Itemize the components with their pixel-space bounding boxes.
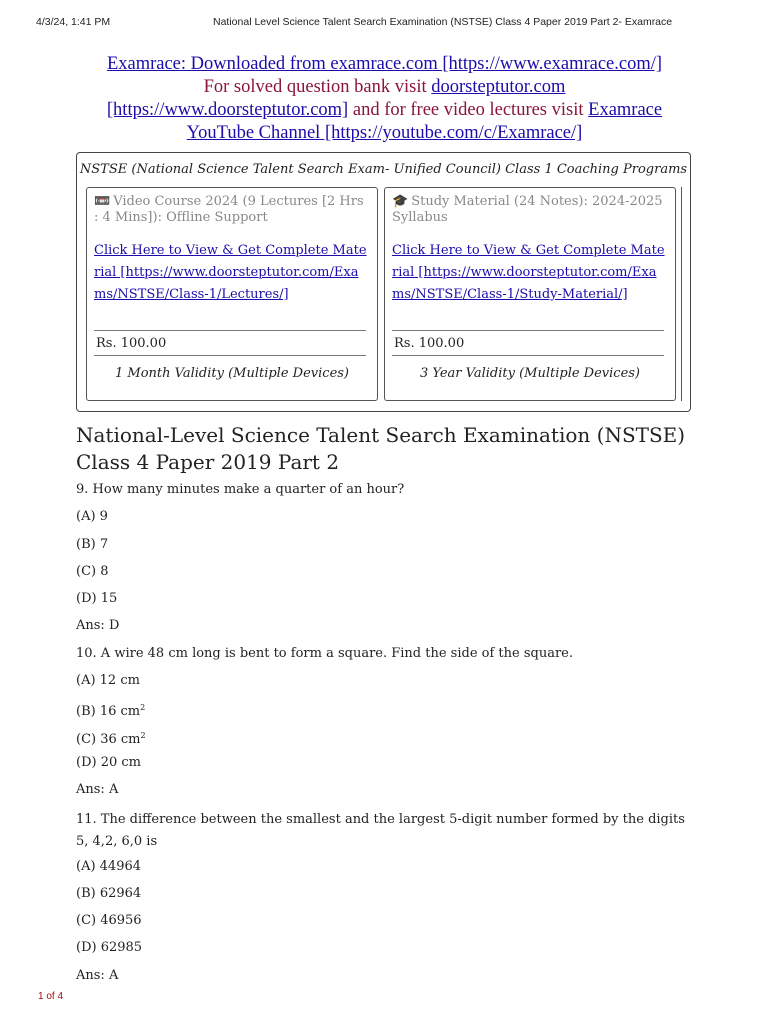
question-10: 10. A wire 48 cm long is bent to form a square. Find the side of the square.: [76, 645, 574, 661]
video-icon: 📼: [94, 194, 111, 209]
option-a: (A) 44964: [76, 858, 142, 874]
option-d: (D) 62985: [76, 940, 143, 956]
option-c: (C) 46956: [76, 913, 142, 929]
option-c: (C) 8: [76, 563, 109, 579]
divider: [94, 355, 366, 356]
examrace-youtube-link-part1[interactable]: Examrace: [588, 100, 663, 120]
doorsteptutor-url-link[interactable]: [https://www.doorsteptutor.com]: [106, 100, 349, 120]
superscript: 2: [140, 730, 146, 740]
program-price: Rs. 100.00: [96, 336, 167, 351]
answer: Ans: A: [76, 782, 119, 798]
print-header: [0, 16, 768, 32]
document-title: National-Level Science Talent Search Examination (NSTSE) Class 4 Paper 2019 Part 2: [76, 423, 686, 474]
option-a: (A) 9: [76, 509, 108, 525]
option-d: (D) 20 cm: [76, 754, 141, 770]
option-b: (B) 16 $cm^2$: [76, 703, 146, 720]
answer: Ans: A: [76, 967, 119, 983]
examrace-youtube-link[interactable]: YouTube Channel [https://youtube.com/c/Examrace/]: [186, 123, 583, 143]
examrace-link[interactable]: Examrace: Downloaded from examrace.com [https://www.examrace.com/]: [106, 54, 663, 74]
option-c: (C) 36 $cm^2$: [76, 730, 146, 747]
option-b: (B) 7: [76, 536, 109, 552]
option-a: (A) 12 cm: [76, 673, 140, 689]
program-card-title: Study Material (24 Notes): 2024-2025 Syllabus: [392, 194, 663, 225]
divider: [392, 355, 664, 356]
coaching-programs-heading: NSTSE (National Science Talent Search Exam- Unified Council) Class 1 Coaching Programs: [79, 162, 688, 177]
graduation-cap-icon: 🎓: [392, 194, 409, 209]
divider: [94, 330, 366, 331]
view-material-link[interactable]: Click Here to View & Get Complete Material [https://www.doorsteptutor.com/Exams/NSTSE/Class-1/Study-Material/]: [392, 243, 665, 302]
program-validity: 1 Month Validity (Multiple Devices): [114, 366, 350, 381]
program-validity: 3 Year Validity (Multiple Devices): [419, 366, 641, 381]
coaching-programs-box: [76, 152, 691, 412]
view-material-link[interactable]: Click Here to View & Get Complete Material [https://www.doorsteptutor.com/Exams/NSTSE/Class-1/Lectures/]: [94, 243, 367, 302]
question-11: 11. The difference between the smallest and the largest 5-digit number formed by the digits 5, 4,2, 6,0 is: [76, 811, 685, 849]
option-d: (D) 15: [76, 591, 118, 607]
superscript: 2: [140, 703, 146, 713]
video-lectures-text: and for free video lectures visit: [348, 100, 589, 120]
question-9: 9. How many minutes make a quarter of an hour?: [76, 482, 405, 497]
program-card-video-course: [86, 187, 378, 401]
question-list: [76, 481, 696, 994]
source-links: [76, 53, 693, 145]
program-card-study-material: [384, 187, 676, 401]
option-b: (B) 62964: [76, 885, 142, 901]
answer: Ans: D: [76, 618, 120, 634]
print-page-title: National Level Science Talent Search Examination (NSTSE) Class 4 Paper 2019 Part 2- Examrace: [213, 16, 673, 28]
page-indicator: 1 of 4: [38, 991, 64, 1002]
program-card-title: Video Course 2024 (9 Lectures [2 Hrs : 4 Mins]): Offline Support: [94, 194, 364, 225]
program-price: Rs. 100.00: [394, 336, 465, 351]
card-edge: [681, 187, 682, 401]
doorsteptutor-link[interactable]: doorsteptutor.com: [431, 77, 566, 97]
divider: [392, 330, 664, 331]
solved-bank-text: For solved question bank visit: [203, 77, 432, 97]
print-datetime: 4/3/24, 1:41 PM: [36, 16, 111, 28]
